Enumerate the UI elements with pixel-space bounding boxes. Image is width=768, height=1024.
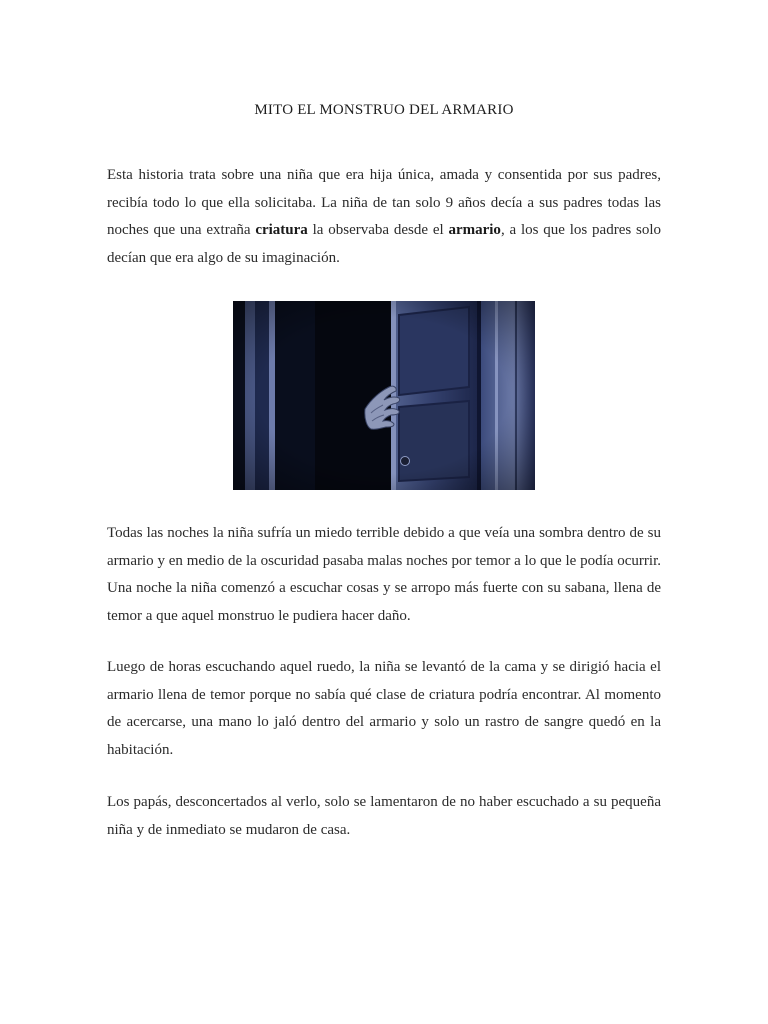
text-run: Esta historia trata sobre una niña que era hija única, amada y consentida por sus padres, recibía todo lo que ella solicitaba. La niña de tan solo 9 años decía a sus padres todas las noches que una extraña	[107, 167, 661, 238]
text-run: Los papás, desconcertados al verlo, solo se lamentaron de no haber escuchado a su pequeña niña y de inmediato se mudaron de casa.	[107, 794, 661, 838]
paragraph-4	[107, 789, 661, 844]
paragraph-3	[107, 654, 661, 764]
text-run: , a los que los padres solo decían que era algo de su imaginación.	[107, 222, 661, 266]
closet-door-picture	[233, 301, 535, 490]
emphasized-word: criatura	[255, 222, 308, 238]
text-run: Luego de horas escuchando aquel ruedo, la niña se levantó de la cama y se dirigió hacia el armario llena de temor porque no sabía qué clase de criatura podría encontrar. Al momento de acercarse, una mano lo jaló dentro del armario y solo un rastro de sangre quedó en la habitación.	[107, 659, 661, 758]
document-title: MITO EL MONSTRUO DEL ARMARIO	[254, 102, 514, 118]
text-run: Todas las noches la niña sufría un miedo terrible debido a que veía una sombra dentro de su armario y en medio de la oscuridad pasaba malas noches por temor a lo que le podía ocurrir. Una noche la niña comenzó a escuchar cosas y se arropo más fuerte con su sabana, llena de temor a que aquel monstruo le pudiera hacer daño.	[107, 525, 661, 624]
closet-monster-illustration	[233, 301, 535, 490]
text-run: la observaba desde el	[307, 222, 449, 238]
paragraph-2	[107, 520, 661, 630]
paragraph-1	[107, 162, 661, 272]
emphasized-word: armario	[448, 222, 501, 238]
